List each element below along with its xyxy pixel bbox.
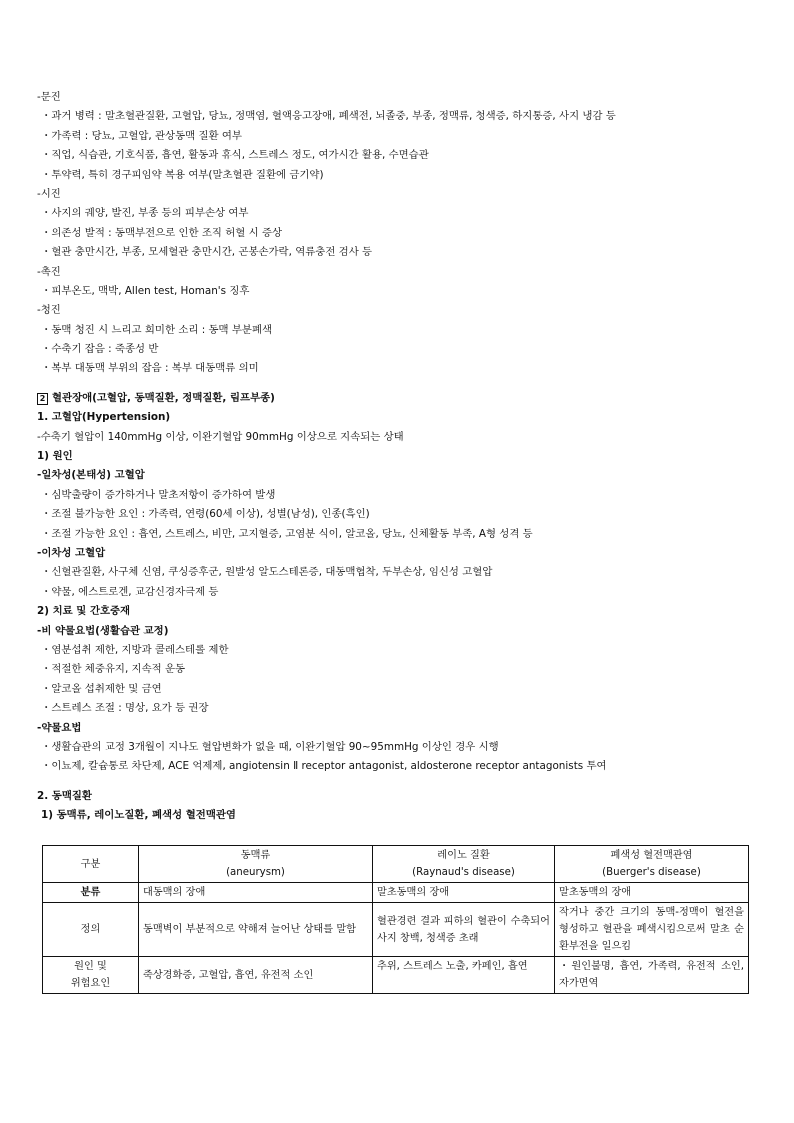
table-cell: 대동맥의 장애 <box>139 883 373 903</box>
section-heading-history: -문진 <box>37 91 61 103</box>
list-item: ・신혈관질환, 사구체 신염, 쿠싱증후군, 원발성 알도스테론증, 대동맥협착, 두부손상, 임신성 고혈압 <box>41 566 493 579</box>
table-cell: 추위, 스트레스 노출, 카페인, 흡연 <box>373 957 555 994</box>
table-cell: ・원인불명, 흡연, 가족력, 유전적 소인, 자가면역 <box>555 957 749 994</box>
table-cell: 혈관경련 결과 피하의 혈관이 수축되어 사지 창백, 청색증 초래 <box>373 903 555 957</box>
list-item: ・심박출량이 증가하거나 말초저항이 증가하여 발생 <box>41 488 276 501</box>
table-row <box>43 903 749 957</box>
list-item: ・복부 대동맥 부위의 잡음 : 복부 대동맥류 의미 <box>41 362 259 375</box>
list-item: ・피부온도, 맥박, Allen test, Homan's 징후 <box>41 284 250 297</box>
table-cell: 동맥벽이 부분적으로 약해져 늘어난 상태를 말함 <box>139 903 373 957</box>
column-header-line: 폐색성 혈전맥관염 <box>610 850 693 861</box>
drug-therapy-title: -약물요법 <box>37 721 82 734</box>
section-heading-auscultation: -청진 <box>37 304 61 317</box>
table-cell: 죽상경화증, 고혈압, 흡연, 유전적 소인 <box>139 957 373 994</box>
column-header <box>139 846 373 883</box>
list-item: ・스트레스 조절 : 명상, 요가 등 권장 <box>41 702 209 715</box>
column-header-line: 동맥류 <box>240 850 271 861</box>
section-title-vascular-disorders <box>37 389 757 408</box>
column-header: 구분 <box>43 846 139 883</box>
list-item: ・적절한 체중유지, 지속적 운동 <box>41 663 186 676</box>
list-item: ・의존성 발적 : 동맥부전으로 인한 조직 허혈 시 증상 <box>41 226 283 239</box>
section-heading-inspection: -시진 <box>37 187 61 200</box>
secondary-hypertension-title: -이차성 고혈압 <box>37 546 106 559</box>
list-item: ・투약력, 특히 경구피임약 복용 여부(말초혈관 질환에 금기약) <box>41 168 324 181</box>
column-header-line: (Buerger's disease) <box>602 867 701 878</box>
row-header: 정의 <box>43 903 139 957</box>
list-item: ・조절 가능한 요인 : 흡연, 스트레스, 비만, 고지혈증, 고염분 식이, 알코올, 당뇨, 신체활동 부족, A형 성격 등 <box>41 527 533 540</box>
list-item: ・혈관 충만시간, 부종, 모세혈관 충만시간, 곤봉손가락, 역류충전 검사 등 <box>41 246 373 259</box>
list-item: ・이뇨제, 칼슘통로 차단제, ACE 억제제, angiotensin Ⅱ receptor antagonist, aldosterone receptor antagonists 투여 <box>41 760 607 773</box>
document-body <box>37 88 757 825</box>
row-header: 분류 <box>43 883 139 903</box>
arterial-disease-title: 2. 동맥질환 <box>37 789 92 802</box>
arterial-disease-subtitle: 1) 동맥류, 레이노질환, 폐색성 혈전맥관염 <box>41 809 236 822</box>
column-header <box>373 846 555 883</box>
hypertension-title: 1. 고혈압(Hypertension) <box>37 411 171 424</box>
row-header-line: 위험요인 <box>70 978 111 989</box>
arterial-disease-table <box>42 845 749 994</box>
row-header-line: 원인 및 <box>74 961 107 972</box>
list-item: ・수축기 잡음 : 죽종성 반 <box>41 343 159 356</box>
section-title-text: 혈관장애(고혈압, 동맥질환, 정맥질환, 림프부종) <box>52 391 275 404</box>
list-item: ・생활습관의 교정 3개월이 지나도 혈압변화가 없을 때, 이완기혈압 90~95mmHg 이상인 경우 시행 <box>41 740 499 753</box>
treatment-title: 2) 치료 및 간호중재 <box>37 605 131 618</box>
list-item: ・과거 병력 : 말초혈관질환, 고혈압, 당뇨, 정맥염, 혈액응고장애, 폐색전, 뇌졸중, 부종, 정맥류, 청색증, 하지통증, 사지 냉감 등 <box>41 110 616 123</box>
list-item: ・알코올 섭취제한 및 금연 <box>41 682 162 695</box>
table-cell: 말초동맥의 장애 <box>373 883 555 903</box>
column-header <box>555 846 749 883</box>
primary-hypertension-title: -일차성(본태성) 고혈압 <box>37 469 145 482</box>
hypertension-definition: -수축기 혈압이 140mmHg 이상, 이완기혈압 90mmHg 이상으로 지속되는 상태 <box>37 430 404 443</box>
section-heading-palpation: -촉진 <box>37 265 61 278</box>
list-item: ・약물, 에스트로겐, 교감신경자극제 등 <box>41 585 219 598</box>
column-header-line: (aneurysm) <box>226 867 285 878</box>
table-header-row <box>43 846 749 883</box>
column-header-line: (Raynaud's disease) <box>412 867 515 878</box>
list-item: ・동맥 청진 시 느리고 희미한 소리 : 동맥 부분폐색 <box>41 323 273 336</box>
column-header-line: 레이노 질환 <box>437 850 490 861</box>
list-item: ・가족력 : 당뇨, 고혈압, 관상동맥 질환 여부 <box>41 129 242 142</box>
section-number-box: 2 <box>37 393 48 405</box>
list-item: ・직업, 식습관, 기호식품, 흡연, 활동과 휴식, 스트레스 정도, 여가시간 활용, 수면습관 <box>41 149 429 162</box>
table-row <box>43 957 749 994</box>
list-item: ・조절 불가능한 요인 : 가족력, 연령(60세 이상), 성별(남성), 인종(흑인) <box>41 508 370 521</box>
cause-title: 1) 원인 <box>37 450 73 463</box>
table-row <box>43 883 749 903</box>
row-header <box>43 957 139 994</box>
nondrug-therapy-title: -비 약물요법(생활습관 교정) <box>37 624 169 637</box>
list-item: ・사지의 궤양, 발진, 부종 등의 피부손상 여부 <box>41 207 249 220</box>
table-cell: 작거나 중간 크기의 동맥-정맥이 혈전을 형성하고 혈관을 폐색시킴으로써 말초 순환부전을 일으킴 <box>555 903 749 957</box>
table-cell: 말초동맥의 장애 <box>555 883 749 903</box>
list-item: ・염분섭취 제한, 지방과 콜레스테롤 제한 <box>41 643 229 656</box>
